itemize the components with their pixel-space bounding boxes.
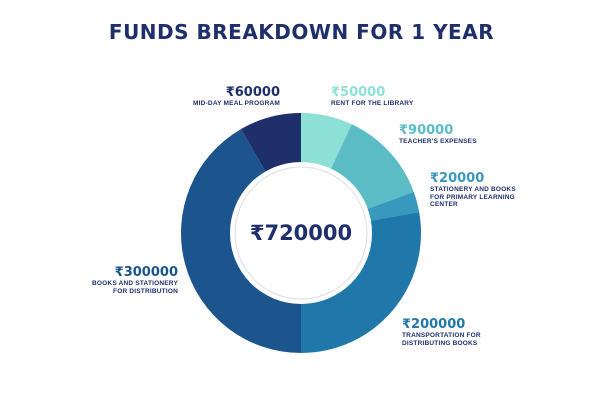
value-label-rent: ₹50000 xyxy=(331,85,386,100)
chart-title: FUNDS BREAKDOWN FOR 1 YEAR xyxy=(108,20,495,44)
value-label-mid-day-meal: ₹60000 xyxy=(225,85,280,100)
category-label-books-distribution: BOOKS AND STATIONERY FOR DISTRIBUTION xyxy=(92,280,178,295)
total-label: ₹720000 xyxy=(249,221,353,245)
category-label-teachers: TEACHER'S EXPENSES xyxy=(399,138,477,145)
slice-label-books-distribution xyxy=(82,265,178,295)
slice-label-teachers xyxy=(399,123,519,146)
category-label-stationery-plc: STATIONERY AND BOOKS FOR PRIMARY LEARNING CENTER xyxy=(430,186,516,208)
category-label-mid-day-meal: MID-DAY MEAL PROGRAM xyxy=(193,100,280,107)
slice-label-mid-day-meal xyxy=(170,85,280,108)
category-label-transportation: TRANSPORTATION FOR DISTRIBUTING BOOKS xyxy=(402,332,481,347)
value-label-books-distribution: ₹300000 xyxy=(114,265,178,280)
slice-label-transportation xyxy=(402,317,486,347)
slice-label-stationery-plc xyxy=(430,171,530,209)
slice-label-rent xyxy=(331,85,451,108)
value-label-teachers: ₹90000 xyxy=(399,123,454,138)
category-label-rent: RENT FOR THE LIBRARY xyxy=(331,100,414,107)
value-label-transportation: ₹200000 xyxy=(402,317,466,332)
value-label-stationery-plc: ₹20000 xyxy=(430,171,485,186)
